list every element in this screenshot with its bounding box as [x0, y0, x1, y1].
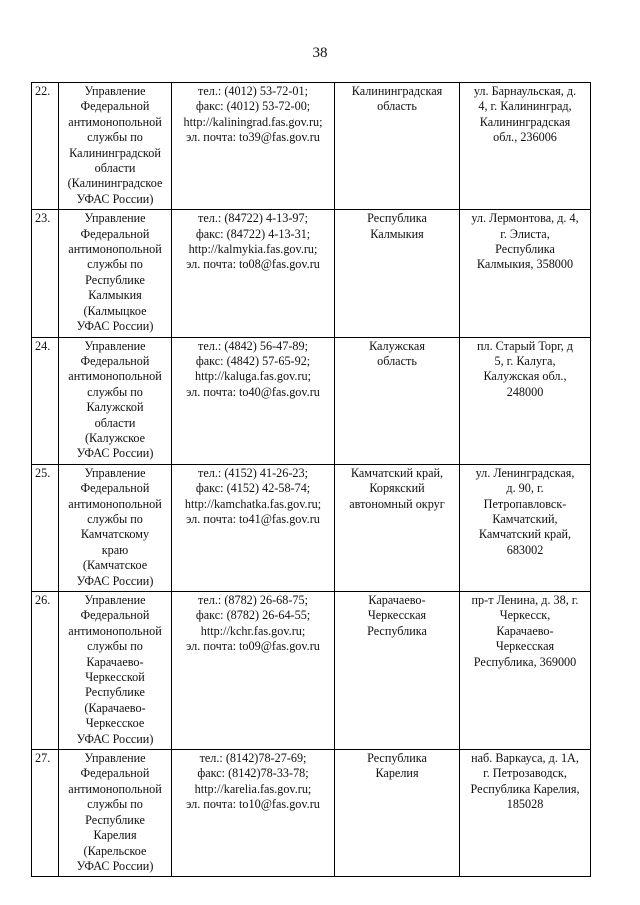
office-name-line: Калмыкия: [88, 288, 142, 303]
office-name-line: (Камчатское: [82, 558, 148, 573]
contacts-cell: [172, 210, 335, 337]
region-line: Калининградская: [351, 84, 443, 98]
office-name-line: Управление: [84, 465, 146, 480]
table-body: [32, 83, 591, 877]
office-name-line: Управление: [84, 751, 146, 766]
address-line: Петропавловск-: [483, 496, 567, 511]
contact-line: http://karelia.fas.gov.ru;: [194, 781, 312, 796]
region-line: Черкесская: [367, 608, 427, 623]
table-row: [32, 83, 591, 210]
office-name-line: Черкесское: [85, 716, 145, 731]
address-line: г. Петрозаводск,: [483, 766, 567, 781]
office-name-line: Федеральной: [80, 353, 150, 368]
contact-line: http://kamchatka.fas.gov.ru;: [184, 496, 322, 511]
address-line: Черкесская: [495, 639, 555, 654]
office-name-cell: [59, 83, 172, 210]
region-line: Корякский: [369, 481, 425, 496]
contact-line: факс: (8782) 26-64-55;: [195, 608, 311, 623]
address-cell: [460, 750, 591, 877]
office-name-line: службы по: [87, 511, 143, 526]
row-number: 24.: [32, 337, 59, 464]
contact-line: тел.: (4012) 53-72-01;: [198, 84, 308, 98]
contact-line: эл. почта: to41@fas.gov.ru: [186, 511, 320, 526]
office-name-line: Камчатскому: [80, 527, 150, 542]
office-name-line: антимонопольной: [68, 242, 162, 257]
office-name-line: (Калмыцкое: [83, 303, 147, 318]
address-line: ул. Лермонтова, д. 4,: [471, 211, 579, 226]
contact-line: http://kaluga.fas.gov.ru;: [195, 369, 311, 384]
office-name-line: УФАС России): [76, 191, 154, 206]
address-line: пр-т Ленина, д. 38, г.: [471, 593, 579, 607]
contacts-cell: [172, 337, 335, 464]
office-name-line: (Калининградское: [67, 176, 163, 191]
address-line: 683002: [506, 542, 544, 557]
office-name-line: Федеральной: [80, 226, 150, 241]
office-name-line: Республике: [85, 272, 145, 287]
office-name-line: Карачаево-: [86, 654, 144, 669]
region-cell: [335, 210, 460, 337]
address-line: Республика, 369000: [473, 654, 577, 669]
address-cell: [460, 210, 591, 337]
office-name-line: антимонопольной: [68, 496, 162, 511]
address-line: Камчатский край,: [478, 527, 572, 542]
region-line: Калмыкия: [370, 226, 424, 241]
address-line: ул. Барнаульская, д.: [473, 84, 577, 98]
table-row: [32, 210, 591, 337]
region-cell: [335, 750, 460, 877]
address-cell: [460, 464, 591, 591]
office-name-line: антимонопольной: [68, 623, 162, 638]
table-row: [32, 592, 591, 750]
contact-line: эл. почта: to10@fas.gov.ru: [186, 797, 320, 812]
region-cell: [335, 592, 460, 750]
address-line: г. Элиста,: [500, 226, 550, 241]
contact-line: эл. почта: to08@fas.gov.ru: [186, 257, 320, 272]
region-line: область: [377, 353, 417, 368]
contact-line: факс: (8142)78-33-78;: [197, 766, 309, 781]
address-line: пл. Старый Торг, д: [476, 338, 574, 353]
contact-line: факс: (4842) 57-65-92;: [195, 353, 311, 368]
row-number: 22.: [32, 83, 59, 210]
region-line: Карачаево-: [368, 593, 426, 607]
address-cell: [460, 592, 591, 750]
office-name-line: Федеральной: [80, 481, 150, 496]
address-line: 5, г. Калуга,: [494, 353, 556, 368]
office-name-cell: [59, 750, 172, 877]
office-name-line: УФАС России): [76, 573, 154, 588]
contacts-cell: [172, 83, 335, 210]
contact-line: эл. почта: to40@fas.gov.ru: [186, 384, 320, 399]
office-name-line: (Карачаево-: [84, 700, 146, 715]
address-cell: [460, 337, 591, 464]
region-line: Калужская: [369, 338, 425, 353]
region-cell: [335, 464, 460, 591]
region-cell: [335, 83, 460, 210]
contact-line: тел.: (84722) 4-13-97;: [198, 211, 308, 226]
office-name-line: Республике: [85, 812, 145, 827]
table-row: [32, 464, 591, 591]
office-name-line: службы по: [87, 797, 143, 812]
office-name-line: области: [94, 415, 136, 430]
contacts-cell: [172, 750, 335, 877]
address-line: д. 90, г.: [506, 481, 544, 496]
office-name-line: Управление: [84, 593, 146, 607]
address-line: Камчатский,: [492, 511, 558, 526]
contact-line: тел.: (8142)78-27-69;: [199, 751, 307, 766]
contacts-cell: [172, 464, 335, 591]
office-name-line: УФАС России): [76, 731, 154, 746]
row-number: 23.: [32, 210, 59, 337]
region-line: Республика: [367, 623, 427, 638]
region-cell: [335, 337, 460, 464]
region-line: Камчатский край,: [350, 465, 444, 480]
region-line: Республика: [367, 751, 427, 766]
office-name-cell: [59, 464, 172, 591]
contacts-cell: [172, 592, 335, 750]
address-line: Калужская обл.,: [483, 369, 567, 384]
contact-line: тел.: (4842) 56-47-89;: [198, 338, 308, 353]
fas-offices-table: [31, 82, 591, 877]
address-line: Республика Карелия,: [470, 781, 580, 796]
address-line: Калмыкия, 358000: [476, 257, 574, 272]
address-line: Республика: [495, 242, 555, 257]
office-name-line: службы по: [87, 384, 143, 399]
contact-line: http://kalmykia.fas.gov.ru;: [188, 242, 318, 257]
office-name-cell: [59, 337, 172, 464]
contact-line: факс: (4152) 42-58-74;: [195, 481, 311, 496]
office-name-line: (Калужское: [84, 430, 146, 445]
contact-line: факс: (4012) 53-72-00;: [195, 99, 311, 114]
contact-line: тел.: (8782) 26-68-75;: [198, 593, 308, 607]
row-number: 26.: [32, 592, 59, 750]
region-line: Карелия: [375, 766, 419, 781]
row-number: 25.: [32, 464, 59, 591]
region-line: Республика: [367, 211, 427, 226]
office-name-line: Калининградской: [69, 145, 161, 160]
contact-line: эл. почта: to39@fas.gov.ru: [186, 130, 320, 145]
office-name-cell: [59, 210, 172, 337]
contact-line: тел.: (4152) 41-26-23;: [198, 465, 308, 480]
address-cell: [460, 83, 591, 210]
office-name-line: службы по: [87, 639, 143, 654]
region-line: автономный округ: [349, 496, 445, 511]
contact-line: http://kaliningrad.fas.gov.ru;: [183, 114, 323, 129]
contact-line: факс: (84722) 4-13-31;: [195, 226, 311, 241]
office-name-line: Управление: [84, 84, 146, 98]
address-line: ул. Ленинградская,: [475, 465, 575, 480]
office-name-line: краю: [101, 542, 129, 557]
table-row: [32, 337, 591, 464]
office-name-line: Управление: [84, 338, 146, 353]
contact-line: http://kchr.fas.gov.ru;: [200, 623, 306, 638]
office-name-line: УФАС России): [76, 446, 154, 461]
address-line: 185028: [506, 797, 544, 812]
office-name-line: (Карельское: [83, 843, 147, 858]
table-row: [32, 750, 591, 877]
address-line: Карачаево-: [496, 623, 554, 638]
address-line: 248000: [506, 384, 544, 399]
address-line: Черкесск,: [499, 608, 551, 623]
office-name-line: УФАС России): [76, 319, 154, 334]
office-name-line: Черкесской: [85, 670, 145, 685]
address-line: наб. Варкауса, д. 1А,: [471, 751, 579, 766]
office-name-line: Управление: [84, 211, 146, 226]
region-line: область: [377, 99, 417, 114]
address-line: Калининградская: [479, 114, 571, 129]
office-name-line: Калужской: [86, 400, 144, 415]
office-name-line: антимонопольной: [68, 781, 162, 796]
address-line: 4, г. Калининград,: [478, 99, 572, 114]
office-name-line: Федеральной: [80, 608, 150, 623]
office-name-line: Карелия: [93, 828, 137, 843]
page-number: 38: [312, 45, 328, 61]
office-name-cell: [59, 592, 172, 750]
office-name-line: области: [94, 161, 136, 176]
office-name-line: Федеральной: [80, 766, 150, 781]
office-name-line: УФАС России): [76, 858, 154, 873]
row-number: 27.: [32, 750, 59, 877]
office-name-line: антимонопольной: [68, 114, 162, 129]
office-name-line: Федеральной: [80, 99, 150, 114]
office-name-line: Республике: [85, 685, 145, 700]
office-name-line: службы по: [87, 257, 143, 272]
address-line: обл., 236006: [493, 130, 557, 145]
contact-line: эл. почта: to09@fas.gov.ru: [186, 639, 320, 654]
office-name-line: антимонопольной: [68, 369, 162, 384]
office-name-line: службы по: [87, 130, 143, 145]
